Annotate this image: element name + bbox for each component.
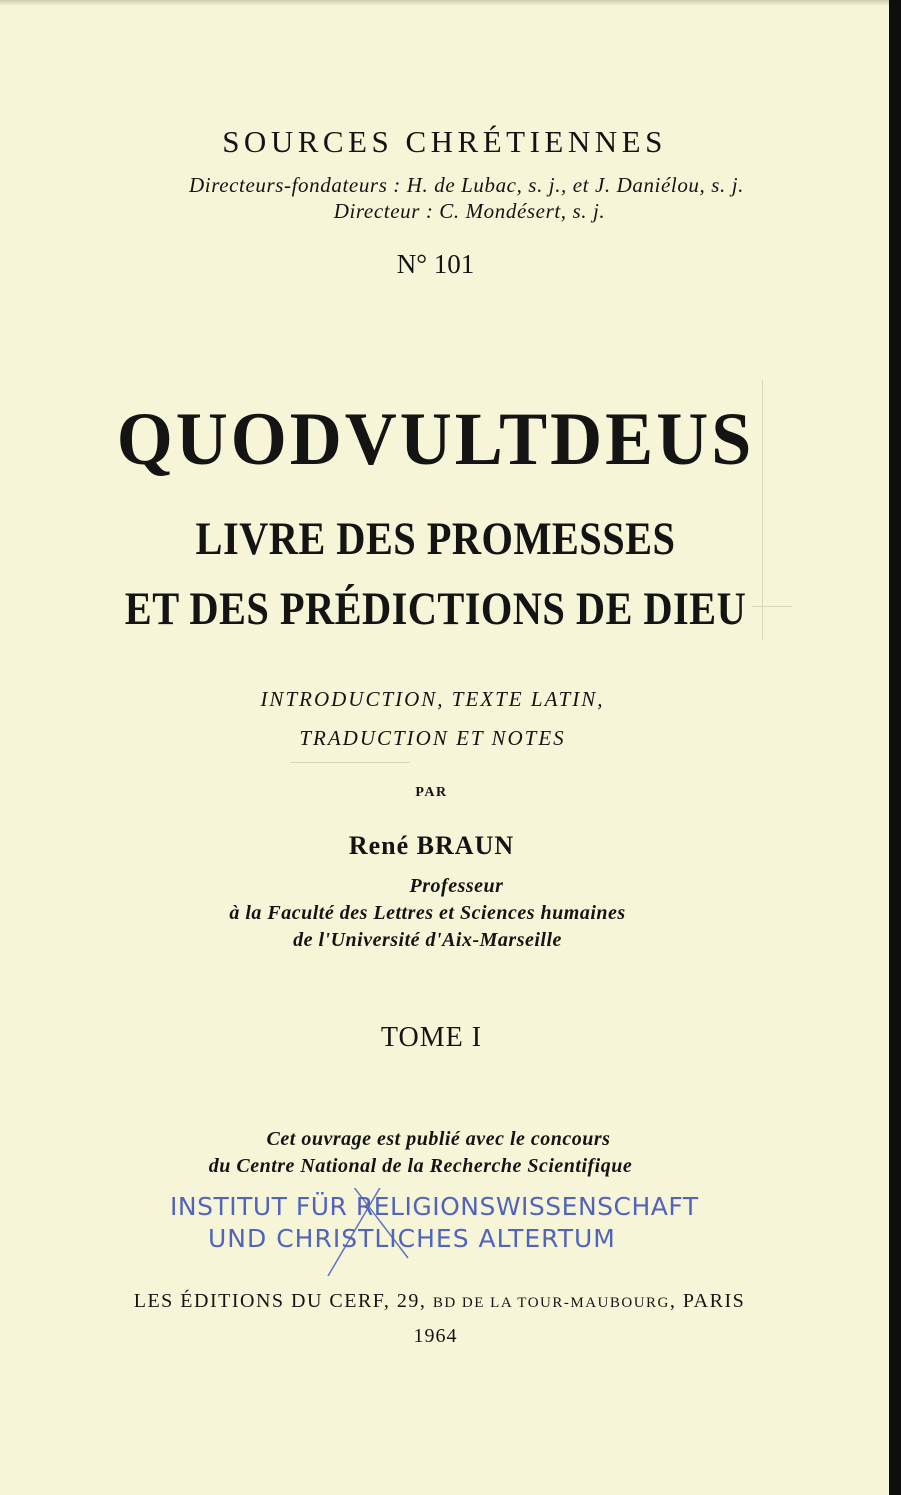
paper-mark [290, 762, 410, 763]
book-subtitle-line1: INTRODUCTION, TEXTE LATIN, [260, 687, 605, 711]
stamp-line2: UND CHRISTLICHES ALTERTUM [208, 1224, 616, 1253]
series-founders: Directeurs-fondateurs : H. de Lubac, s. j., et J. Daniélou, s. j. [189, 173, 744, 197]
stamp-line1: INSTITUT FÜR RELIGIONSWISSENSCHAFT [170, 1192, 699, 1221]
publisher-address: BD DE LA TOUR-MAUBOURG [432, 1295, 670, 1311]
book-title-line2: ET DES PRÉDICTIONS DE DIEU [124, 583, 747, 635]
book-author: QUODVULTDEUS [116, 396, 755, 481]
editor-name: René BRAUN [348, 831, 515, 860]
book-subtitle-line2: TRADUCTION ET NOTES [299, 726, 566, 750]
funding-note-line2: du Centre National de la Recherche Scientifique [208, 1155, 633, 1177]
publication-year: 1964 [413, 1325, 458, 1347]
by-label: PAR [415, 785, 448, 800]
series-director: Directeur : C. Mondésert, s. j. [333, 199, 606, 223]
publisher-main: LES ÉDITIONS DU CERF, 29, [133, 1290, 433, 1312]
library-stamp [150, 1188, 740, 1288]
page-edge-shadow [889, 0, 901, 1495]
volume-label: TOME I [380, 1022, 483, 1053]
funding-note-line1: Cet ouvrage est publié avec le concours [266, 1128, 611, 1150]
stamp-cross-mark [150, 1188, 740, 1288]
series-name: SOURCES CHRÉTIENNES [222, 124, 667, 159]
editor-affiliation-line2: à la Faculté des Lettres et Sciences humaines [229, 902, 626, 924]
series-number: N° 101 [396, 249, 475, 279]
editor-affiliation-line3: de l'Université d'Aix-Marseille [293, 929, 562, 951]
publisher-city: , PARIS [669, 1290, 746, 1312]
publisher-imprint [0, 1290, 884, 1313]
book-title-line1: LIVRE DES PROMESSES [195, 513, 676, 565]
editor-affiliation-line1: Professeur [409, 875, 504, 897]
